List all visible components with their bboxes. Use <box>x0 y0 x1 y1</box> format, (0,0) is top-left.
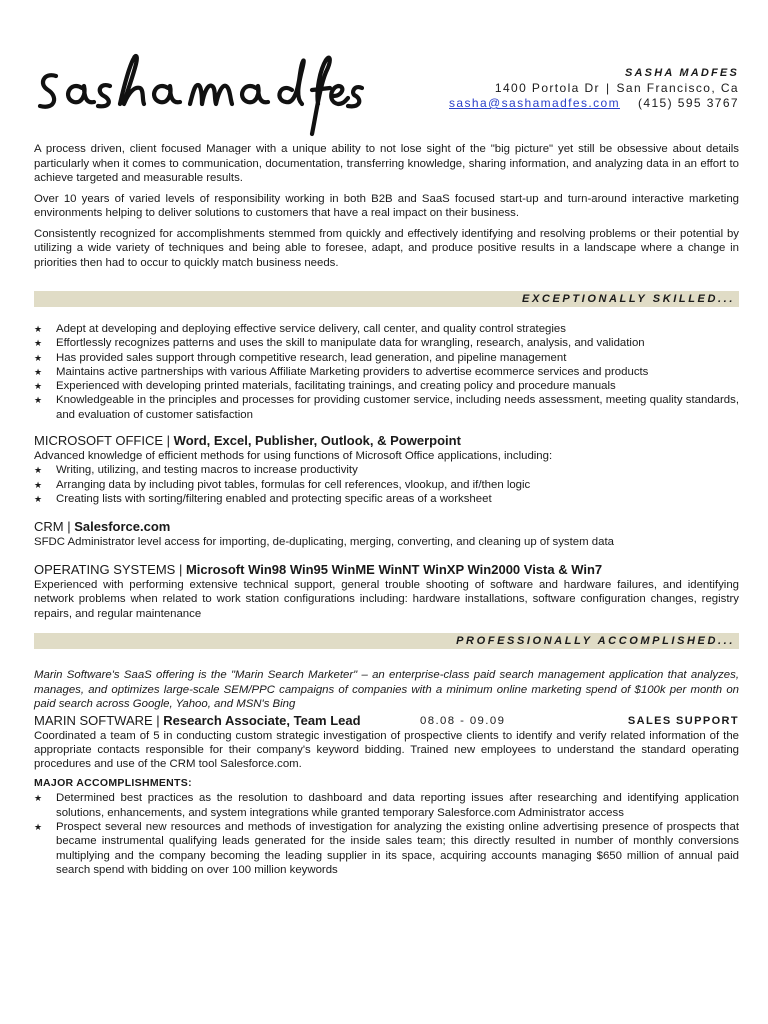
list-item: ★ Has provided sales support through competitive research, lead generation, and pipeline management <box>34 351 739 365</box>
skill-list <box>34 322 739 422</box>
contact-block <box>449 66 739 111</box>
company-description: Marin Software's SaaS offering is the "Marin Search Marketer" – an enterprise-class paid search management application that analyzes, manages, and optimizes large-scale SEM/PPC campaigns of companies with a minimum online marketing spend of $100k per month on paid search across Google, Yahoo, and MSN's Bing <box>34 669 739 710</box>
section-banner-skilled: EXCEPTIONALLY SKILLED... <box>34 291 739 307</box>
os-list: Microsoft Win98 Win95 WinME WinNT WinXP Win2000 Vista & Win7 <box>185 562 603 577</box>
company-name: MARIN SOFTWARE | <box>34 712 160 728</box>
list-item: ★ Experienced with developing printed materials, facilitating trainings, and creating policy and procedure manuals <box>34 379 739 393</box>
street-address: 1400 Portola Dr <box>494 81 600 95</box>
msoffice-heading <box>34 432 739 449</box>
section-banner-accomplished: PROFESSIONALLY ACCOMPLISHED... <box>34 633 739 649</box>
list-item: ★ Arranging data by including pivot tables, formulas for cell references, vlookup, and if/then logic <box>34 478 739 492</box>
msoffice-list <box>34 463 739 506</box>
job-title: Research Associate, Team Lead <box>163 712 361 728</box>
contact-name: SASHA MADFES <box>625 67 739 79</box>
address-line <box>449 81 739 96</box>
msoffice-apps: Word, Excel, Publisher, Outlook, & Powerpoint <box>173 433 461 448</box>
job-dates: 08.08 - 09.09 <box>420 714 506 727</box>
crm-label: CRM | <box>34 519 71 534</box>
city: San Francisco, Ca <box>616 81 739 95</box>
job-header <box>34 712 739 729</box>
list-item: ★ Prospect several new resources and methods of investigation for analyzing the existing online advertising presence of prospects that became instrumental qualifying leads generated for the inside sales team; this directly resulted in number of monthly conversions multiplying and the company becoming the leading supplier in its space, acquiring accounts managing $650 million of annual paid search spend with bidding on over 100 million keywords <box>34 820 739 877</box>
list-item: ★ Writing, utilizing, and testing macros to increase productivity <box>34 463 739 477</box>
phone-number: (415) 595 3767 <box>638 96 739 110</box>
job-description: Coordinated a team of 5 in conducting custom strategic investigation of prospective clients to identify and verify related information of the appropriate contacts responsible for their company's keyword bidding. Trained new employees to understand the standard operating procedures and use of the CRM tool Salesforce.com. <box>34 729 739 771</box>
resume-page <box>34 0 739 1024</box>
crm-text: SFDC Administrator level access for importing, de-duplicating, merging, converting, and cleaning up of system data <box>34 536 614 548</box>
os-heading <box>34 561 739 578</box>
crm-heading <box>34 518 739 535</box>
os-text: Experienced with performing extensive technical support, general trouble shooting of software and hardware failures, and identifying network problems when related to work station configurations including: hardware installations, software configuration changes, registry repairs, and regular maintenance <box>34 579 739 620</box>
email-phone-line <box>449 96 739 111</box>
list-item: ★ Maintains active partnerships with various Affiliate Marketing providers to advertise ecommerce services and products <box>34 365 739 379</box>
summary-paragraph: Over 10 years of varied levels of responsibility working in both B2B and SaaS focused start-up and turn-around interactive marketing environments helping to deliver solutions to customers that have a real impact on their business. <box>34 192 739 219</box>
crm-tool: Salesforce.com <box>74 519 171 534</box>
os-label: OPERATING SYSTEMS | <box>34 562 183 577</box>
skilled-section <box>34 322 739 422</box>
os-section <box>34 561 739 621</box>
list-item: ★ Effortlessly recognizes patterns and uses the skill to manipulate data for wrangling, research, analysis, and validation <box>34 336 739 350</box>
msoffice-section <box>34 432 739 506</box>
list-item: ★ Knowledgeable in the principles and processes for providing customer service, including needs assessment, meeting quality standards, and evaluation of customer satisfaction <box>34 393 739 422</box>
msoffice-intro: Advanced knowledge of efficient methods for using functions of Microsoft Office applications, including: <box>34 450 553 462</box>
summary-paragraph: Consistently recognized for accomplishments stemmed from quickly and effectively identifying and resolving problems or their potential by utilizing a wide variety of techniques and being able to foresee, adapt, and produce positive results in a landscape where a change in priorities then had to occur to quickly match business needs. <box>34 227 739 269</box>
email-link[interactable]: sasha@sashamadfes.com <box>449 96 620 110</box>
job-department: SALES SUPPORT <box>627 714 739 727</box>
signature-logo <box>34 50 364 140</box>
list-item: ★ Creating lists with sorting/filtering enabled and protecting specific areas of a worksheet <box>34 492 739 506</box>
separator: | <box>605 81 611 95</box>
summary-section <box>34 142 739 276</box>
list-item: ★ Adept at developing and deploying effective service delivery, call center, and quality control strategies <box>34 322 739 336</box>
accomplishment-list <box>34 791 739 877</box>
summary-paragraph: A process driven, client focused Manager with a unique ability to not lose sight of the "big picture" yet still be obsessive about details particularly when it comes to communication, documentation, transferring knowledge, sharing information, and analyzing data in an effort to achieve targeted and measurable results. <box>34 143 739 184</box>
accomplished-section <box>34 668 739 877</box>
crm-section <box>34 518 739 549</box>
list-item: ★ Determined best practices as the resolution to dashboard and data reporting issues after researching and identifying application solutions, enhancements, and system integrations while granted temporary Salesforce.com Administrator access <box>34 791 739 820</box>
msoffice-label: MICROSOFT OFFICE | <box>34 433 171 448</box>
major-accomplishments-label: MAJOR ACCOMPLISHMENTS: <box>34 777 192 790</box>
